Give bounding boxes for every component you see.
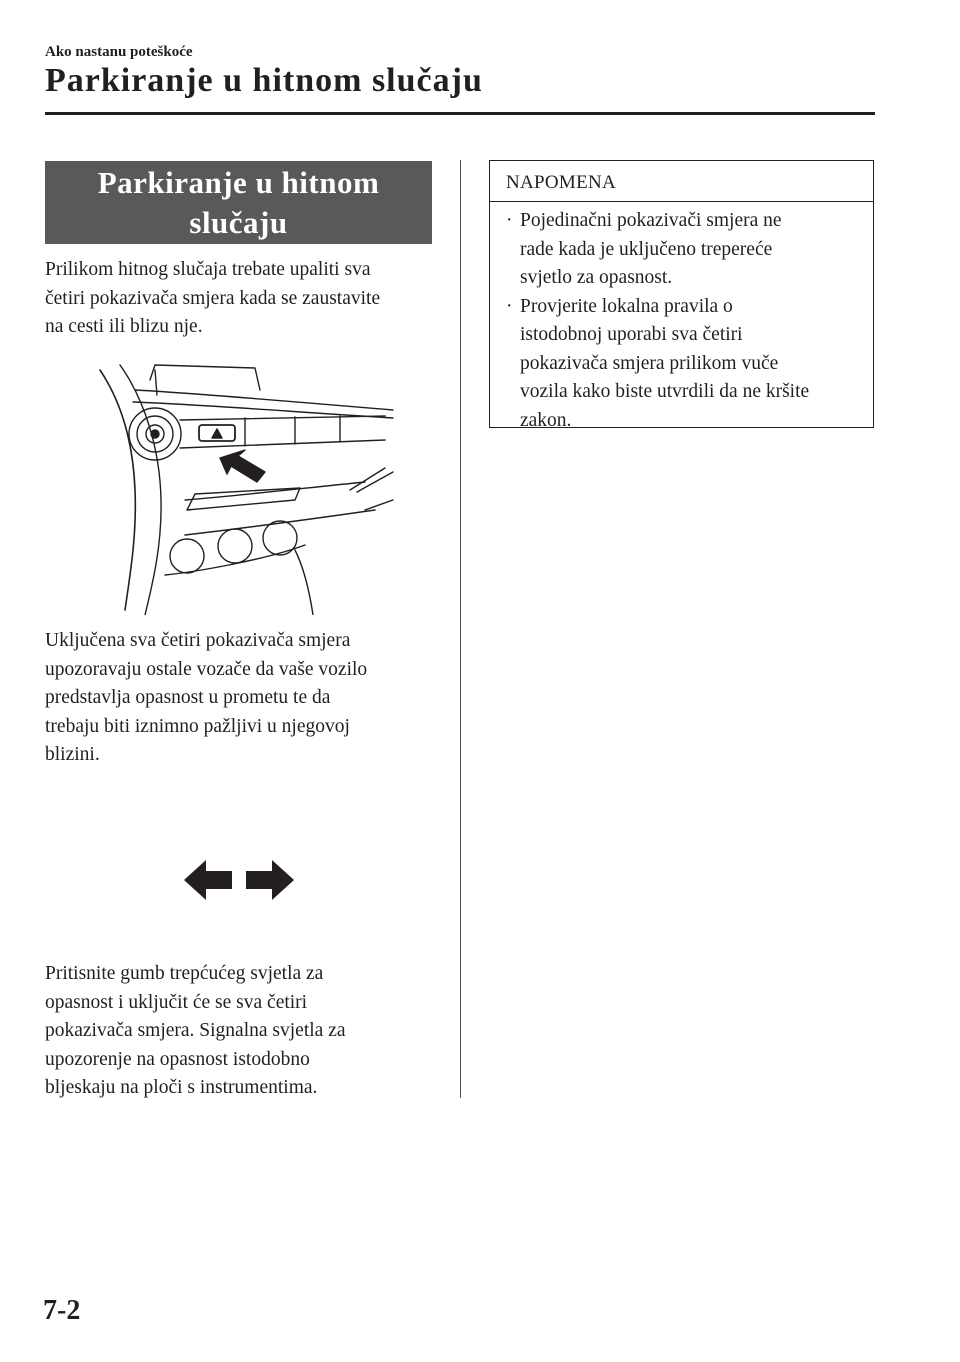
paragraph-line: Uključena sva četiri pokazivača smjera (45, 630, 351, 651)
note-heading: NAPOMENA (490, 161, 873, 202)
intro-line: četiri pokazivača smjera kada se zaustavite (45, 287, 381, 309)
bullet-icon: · (506, 210, 513, 231)
note-line: svjetlo za opasnost. (520, 267, 673, 288)
section-title-line1: Parkiranje u hitnom (97, 164, 380, 200)
note-box (489, 160, 874, 431)
section-title-line2: slučaju (189, 204, 288, 240)
note-line: zakon. (520, 409, 572, 431)
note-item (506, 207, 866, 293)
intro-line: na cesti ili blizu nje. (45, 316, 203, 337)
note-line: Pojedinačni pokazivači smjera ne (520, 210, 782, 231)
intro-line: Prilikom hitnog slučaja trebate upaliti sva (45, 259, 371, 280)
page-number: 7-2 (43, 1295, 81, 1326)
intro-paragraph (45, 256, 445, 342)
header-rule (45, 112, 875, 115)
chapter-label: Ako nastanu poteškoće (45, 44, 193, 60)
hazard-switch-illustration (95, 360, 395, 615)
paragraph-line: trebaju biti iznimno pažljivi u njegovoj (45, 715, 350, 737)
column-divider (460, 160, 461, 1098)
paragraph-line: bljeskaju na ploči s instrumentima. (45, 1077, 318, 1098)
paragraph-line: blizini. (45, 744, 100, 765)
paragraph-line: predstavlja opasnost u prometu te da (45, 687, 331, 708)
page-title: Parkiranje u hitnom slučaju (45, 62, 483, 99)
note-line: vozila kako biste utvrdili da ne kršite (520, 381, 810, 402)
note-line: Provjerite lokalna pravila o (520, 295, 733, 317)
note-line: pokazivača smjera prilikom vuče (520, 352, 779, 374)
paragraph-line: opasnost i uključit će se sva četiri (45, 991, 308, 1013)
note-list (506, 207, 866, 435)
paragraph-line: Pritisnite gumb trepćućeg svjetla za (45, 963, 324, 984)
paragraph-line: upozoravaju ostale vozače da vaše vozilo (45, 658, 368, 680)
warning-paragraph (45, 627, 445, 770)
section-title-box (45, 161, 432, 244)
bullet-icon: · (506, 295, 513, 317)
paragraph-line: upozorenje na opasnost istodobno (45, 1048, 310, 1070)
note-line: rade kada je uključeno trepereće (520, 238, 773, 260)
paragraph-line: pokazivača smjera. Signalna svjetla za (45, 1020, 346, 1041)
turn-signal-arrows-icon (184, 860, 294, 900)
note-item (506, 293, 866, 436)
instruction-paragraph (45, 960, 445, 1103)
note-line: istodobnoj uporabi sva četiri (520, 324, 743, 345)
